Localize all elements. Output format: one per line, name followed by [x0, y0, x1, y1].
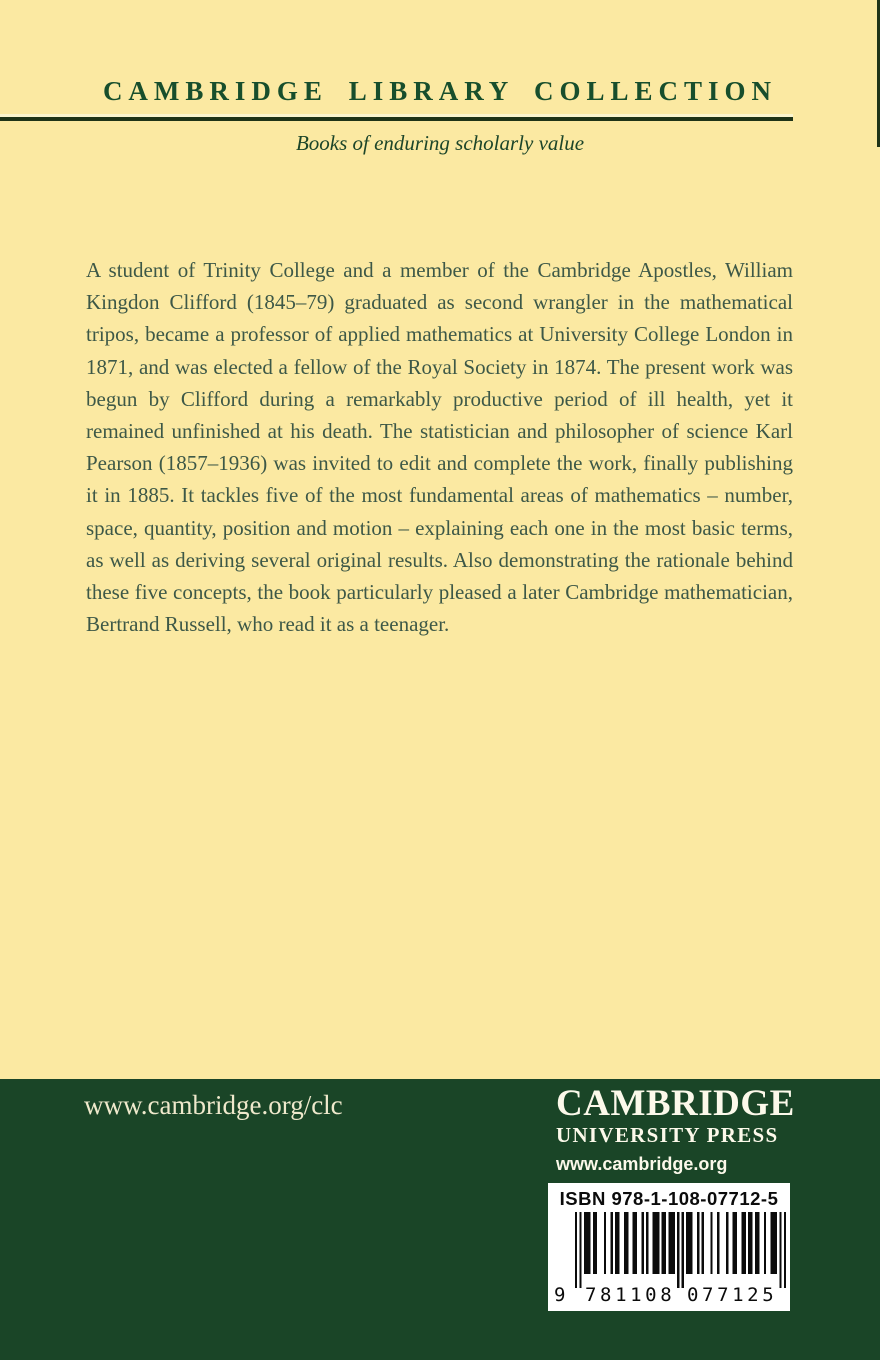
isbn-barcode-box [548, 1183, 790, 1311]
barcode-digits-right: 077125 [687, 1284, 778, 1306]
footer-band [0, 1079, 880, 1360]
barcode-digit-lead: 9 [554, 1284, 566, 1306]
ean13-barcode-icon [575, 1212, 786, 1288]
clc-url-text: www.cambridge.org/clc [84, 1090, 343, 1120]
isbn-label: ISBN 978-1-108-07712-5 [559, 1188, 779, 1209]
cambridge-university-press-logo [556, 1083, 795, 1175]
header-rule [0, 117, 793, 121]
press-subtitle: UNIVERSITY PRESS [556, 1123, 779, 1147]
barcode-digits-left: 781108 [585, 1284, 676, 1306]
book-blurb: A student of Trinity College and a member of the Cambridge Apostles, William Kingdon Clifford (1845–79) graduated as second wrangler in the mathematical tripos, became a professor of applied mathematics at University College London in 1871, and was elected a fellow of the Royal Society in 1874. The present work was begun by Clifford during a remarkably productive period of ill health, yet it remained unfinished at his death. The statistician and philosopher of science Karl Pearson (1857–1936) was invited to edit and complete the work, finally publishing it in 1885. It tackles five of the most fundamental areas of mathematics – number, space, quantity, position and motion – explaining each one in the most basic terms, as well as deriving several original results. Also demonstrating the rationale behind these five concepts, the book particularly pleased a later Cambridge mathematician, Bertrand Russell, who read it as a teenager. [86, 258, 793, 637]
press-url-text: www.cambridge.org [556, 1154, 728, 1174]
collection-tagline: Books of enduring scholarly value [295, 131, 585, 155]
press-name: CAMBRIDGE [556, 1083, 795, 1124]
collection-title: CAMBRIDGE LIBRARY COLLECTION [102, 76, 778, 106]
